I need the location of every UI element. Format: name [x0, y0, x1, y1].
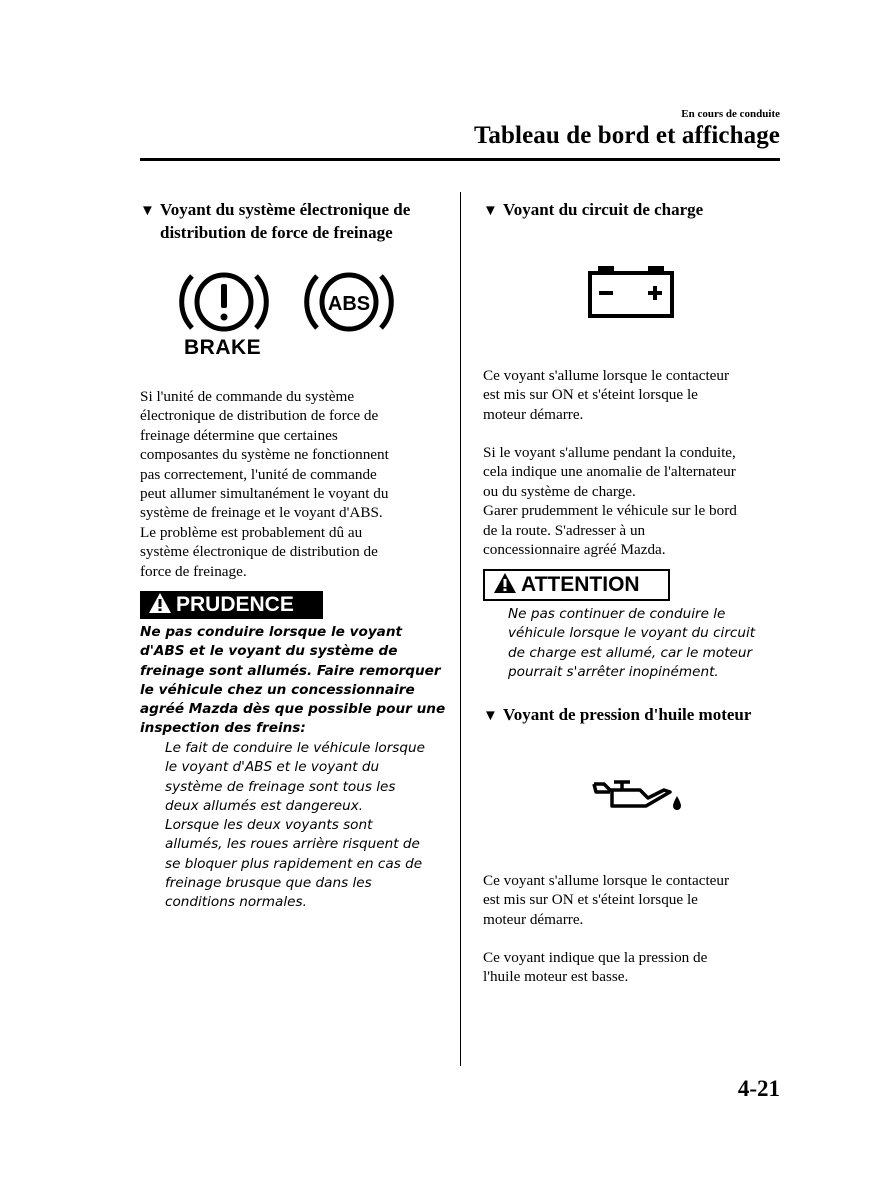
attention-text	[508, 605, 793, 682]
text-line: l'huile moteur est basse.	[483, 968, 629, 986]
text-line: freinage brusque que dans les	[165, 875, 372, 892]
charge-warning-heading	[483, 199, 783, 222]
caution-banner	[140, 591, 323, 619]
ebd-heading-line-2: distribution de force de freinage	[160, 223, 393, 242]
attention-banner	[483, 569, 670, 601]
oil-description-2	[483, 948, 788, 987]
page-number: 4-21	[737, 1076, 780, 1101]
text-line: système de freinage sont tous les	[165, 778, 396, 795]
text-line: ou du système de charge.	[483, 482, 636, 500]
text-line: Le fait de conduire le véhicule lorsque	[165, 740, 426, 756]
caution-label: PRUDENCE	[176, 593, 294, 616]
page-title: Tableau de bord et affichage	[473, 122, 780, 149]
warning-triangle-icon	[493, 572, 517, 594]
triangle-bullet-icon: ▼	[483, 203, 498, 219]
oil-heading-text: Voyant de pression d'huile moteur	[503, 705, 752, 724]
text-line: deux allumés est dangereux.	[165, 797, 364, 814]
header-rule	[140, 158, 780, 161]
charge-heading-text: Voyant du circuit de charge	[503, 200, 704, 219]
section-label: En cours de conduite	[681, 108, 780, 120]
text-line: Si le voyant s'allume pendant la conduite,	[483, 444, 736, 461]
text-line: inspection des freins:	[140, 720, 306, 737]
brake-abs-warning-icons	[178, 266, 398, 336]
warning-triangle-icon	[148, 592, 172, 614]
ebd-warning-heading	[140, 199, 450, 243]
text-line: Ne pas continuer de conduire le	[508, 606, 726, 622]
text-line: Le problème est probablement dû au	[140, 523, 363, 541]
text-line: agréé Mazda dès que possible pour une	[140, 701, 446, 718]
triangle-bullet-icon: ▼	[140, 203, 155, 219]
triangle-bullet-icon: ▼	[483, 708, 498, 724]
abs-warning-icon	[307, 275, 392, 329]
battery-icon	[586, 264, 676, 320]
text-line: concessionnaire agréé Mazda.	[483, 541, 666, 559]
caution-detail	[165, 739, 455, 913]
text-line: peut allumer simultanément le voyant du	[140, 485, 389, 503]
text-line: de la route. S'adresser à un	[483, 521, 646, 539]
text-line: freinage sont allumés. Faire remorquer	[140, 662, 441, 679]
ebd-description	[140, 387, 455, 581]
text-line: est mis sur ON et s'éteint lorsque le	[483, 386, 698, 404]
text-line: Si l'unité de commande du système	[140, 388, 355, 405]
text-line: allumés, les roues arrière risquent de	[165, 836, 420, 853]
text-line: Garer prudemment le véhicule sur le bord	[483, 502, 737, 520]
text-line: pourrait s'arrêter inopinément.	[508, 663, 719, 680]
text-line: pas correctement, l'unité de commande	[140, 465, 377, 483]
text-line: moteur démarre.	[483, 910, 584, 928]
text-line: Lorsque les deux voyants sont	[165, 817, 373, 834]
column-divider	[460, 192, 461, 1066]
charge-description-2	[483, 443, 788, 559]
ebd-heading-line-1: Voyant du système électronique de	[160, 200, 411, 219]
text-line: est mis sur ON et s'éteint lorsque le	[483, 891, 698, 909]
text-line: système électronique de distribution de	[140, 543, 378, 561]
text-line: Ce voyant s'allume lorsque le contacteur	[483, 367, 730, 384]
text-line: le véhicule chez un concessionnaire	[140, 681, 415, 698]
oil-pressure-heading	[483, 704, 793, 727]
text-line: force de freinage.	[140, 562, 247, 580]
oil-description-1	[483, 871, 788, 929]
text-line: électronique de distribution de force de	[140, 407, 379, 425]
text-line: Ce voyant indique que la pression de	[483, 949, 708, 966]
abs-icon-label: ABS	[327, 293, 371, 315]
text-line: Ce voyant s'allume lorsque le contacteur	[483, 872, 730, 889]
text-line: d'ABS et le voyant du système de	[140, 643, 398, 660]
text-line: le voyant d'ABS et le voyant du	[165, 759, 380, 776]
brake-icon-label: BRAKE	[184, 336, 262, 359]
text-line: moteur démarre.	[483, 405, 584, 423]
caution-text	[140, 623, 455, 739]
charge-description-1	[483, 366, 788, 424]
text-line: cela indique une anomalie de l'alternateur	[483, 463, 736, 481]
oil-can-icon	[590, 776, 686, 816]
text-line: véhicule lorsque le voyant du circuit	[508, 625, 756, 642]
text-line: de charge est allumé, car le moteur	[508, 644, 753, 661]
text-line: composantes du système ne fonctionnent	[140, 446, 389, 464]
text-line: freinage détermine que certaines	[140, 426, 338, 444]
brake-warning-icon	[182, 275, 267, 329]
text-line: Ne pas conduire lorsque le voyant	[140, 624, 403, 640]
text-line: se bloquer plus rapidement en cas de	[165, 855, 423, 872]
attention-label: ATTENTION	[521, 573, 640, 596]
text-line: conditions normales.	[165, 894, 307, 911]
text-line: système de freinage et le voyant d'ABS.	[140, 504, 383, 522]
